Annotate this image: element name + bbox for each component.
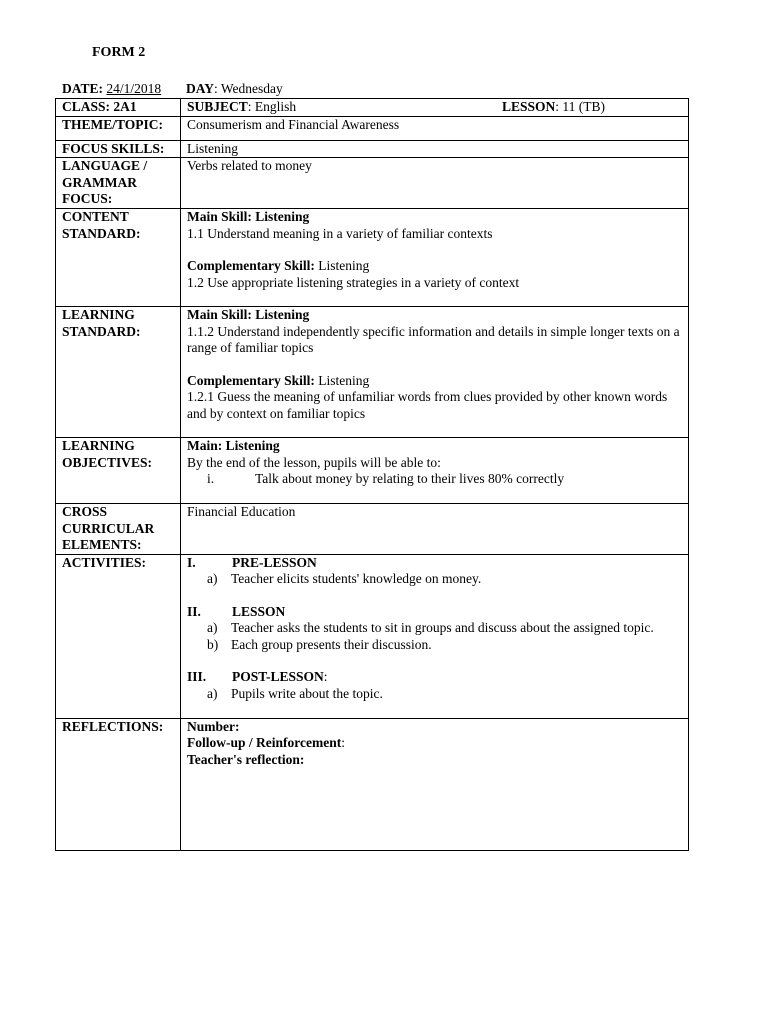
subject-cell [181,99,689,117]
subject-value: : English [247,99,297,114]
lesson-item-a [187,620,682,637]
objectives-row [56,438,689,504]
subject-label: SUBJECT [187,99,248,114]
post-lesson-title: POST-LESSON [232,669,324,684]
pre-lesson-marker: I. [187,554,196,570]
class-row [56,99,689,117]
pre-lesson-heading [187,555,682,572]
language-row [56,158,689,209]
date-field [62,81,161,98]
focus-row [56,140,689,158]
lesson-item-a-marker: a) [207,620,218,635]
lesson-marker: II. [187,603,201,619]
pre-lesson-item-text: Teacher elicits students' knowledge on money. [231,571,482,586]
post-lesson-item-marker: a) [207,685,218,701]
focus-value: Listening [181,140,689,158]
pre-lesson-item [187,571,682,588]
lesson-heading [187,604,682,621]
objectives-heading: Main: Listening [187,438,280,453]
objectives-cell [181,438,689,504]
post-lesson-item-text: Pupils write about the topic. [231,685,383,701]
objective-text: Talk about money by relating to their lives 80% correctly [255,471,565,486]
objective-item [187,471,682,488]
language-value: Verbs related to money [181,158,689,209]
focus-label: FOCUS SKILLS: [56,140,181,158]
content-row [56,209,689,307]
theme-value: Consumerism and Financial Awareness [181,116,689,140]
learning-comp-skill: Listening [314,372,370,388]
cross-label: CROSS CURRICULAR ELEMENTS: [56,504,181,555]
reflections-cell [181,718,689,850]
reflections-follow: Follow-up / Reinforcement [187,735,342,750]
content-comp-skill: Listening [314,258,370,273]
post-lesson-marker: III. [187,669,207,684]
learning-main-heading: Main Skill: Listening [187,307,310,322]
objective-marker: i. [207,471,215,486]
learning-cell [181,307,689,438]
reflections-follow-line [187,735,682,752]
learning-main-text: 1.1.2 Understand independently specific information and details in simple longer texts on a range of familiar topics [187,323,680,355]
class-label: CLASS: 2A1 [56,99,181,117]
reflections-teacher: Teacher's reflection: [187,751,305,767]
theme-label: THEME/TOPIC: [56,116,181,140]
content-comp-heading: Complementary Skill: [187,258,315,273]
reflections-label: REFLECTIONS: [56,718,181,850]
learning-row [56,307,689,438]
lesson-title: LESSON [232,603,286,619]
objectives-intro: By the end of the lesson, pupils will be able to: [187,454,441,470]
content-comp-text: 1.2 Use appropriate listening strategies in a variety of context [187,274,520,290]
cross-row [56,504,689,555]
reflections-number: Number: [187,718,240,734]
post-lesson-item [187,686,682,703]
lesson-item-b-marker: b) [207,636,219,652]
lesson-item-a-text: Teacher asks the students to sit in groups and discuss about the assigned topic. [231,620,654,635]
date-line [62,81,688,98]
activities-label: ACTIVITIES: [56,554,181,718]
activities-cell [181,554,689,718]
objectives-label: LEARNING OBJECTIVES: [56,438,181,504]
reflections-follow-colon: : [341,735,345,750]
post-lesson-heading [187,669,682,686]
day-value: : Wednesday [214,81,283,96]
learning-label: LEARNING STANDARD: [56,307,181,438]
cross-value: Financial Education [181,504,689,555]
pre-lesson-title: PRE-LESSON [232,554,317,570]
date-label: DATE: [62,81,104,96]
language-label: LANGUAGE / GRAMMAR FOCUS: [56,158,181,209]
day-label: DAY [186,81,215,96]
content-cell [181,209,689,307]
content-label: CONTENT STANDARD: [56,209,181,307]
learning-comp-line [187,373,682,390]
date-value: 24/1/2018 [106,81,162,96]
lesson-item-b [187,637,682,654]
theme-row [56,116,689,140]
content-main-heading: Main Skill: Listening [187,209,310,224]
lesson-value: : 11 (TB) [555,99,606,114]
learning-comp-text: 1.2.1 Guess the meaning of unfamiliar words from clues provided by other known words and by context on familiar topics [187,389,668,421]
learning-comp-heading: Complementary Skill: [187,372,315,388]
content-comp-line [187,258,682,275]
activities-row [56,554,689,718]
lesson-item-b-text: Each group presents their discussion. [231,636,432,652]
lesson-plan-table [55,98,689,851]
reflections-row [56,718,689,850]
content-main-text: 1.1 Understand meaning in a variety of familiar contexts [187,225,493,241]
lesson-label: LESSON [502,99,556,114]
post-lesson-colon: : [323,669,328,684]
lesson-field [502,99,605,116]
day-field [186,81,283,98]
form-title: FORM 2 [92,45,146,60]
pre-lesson-item-marker: a) [207,571,218,586]
